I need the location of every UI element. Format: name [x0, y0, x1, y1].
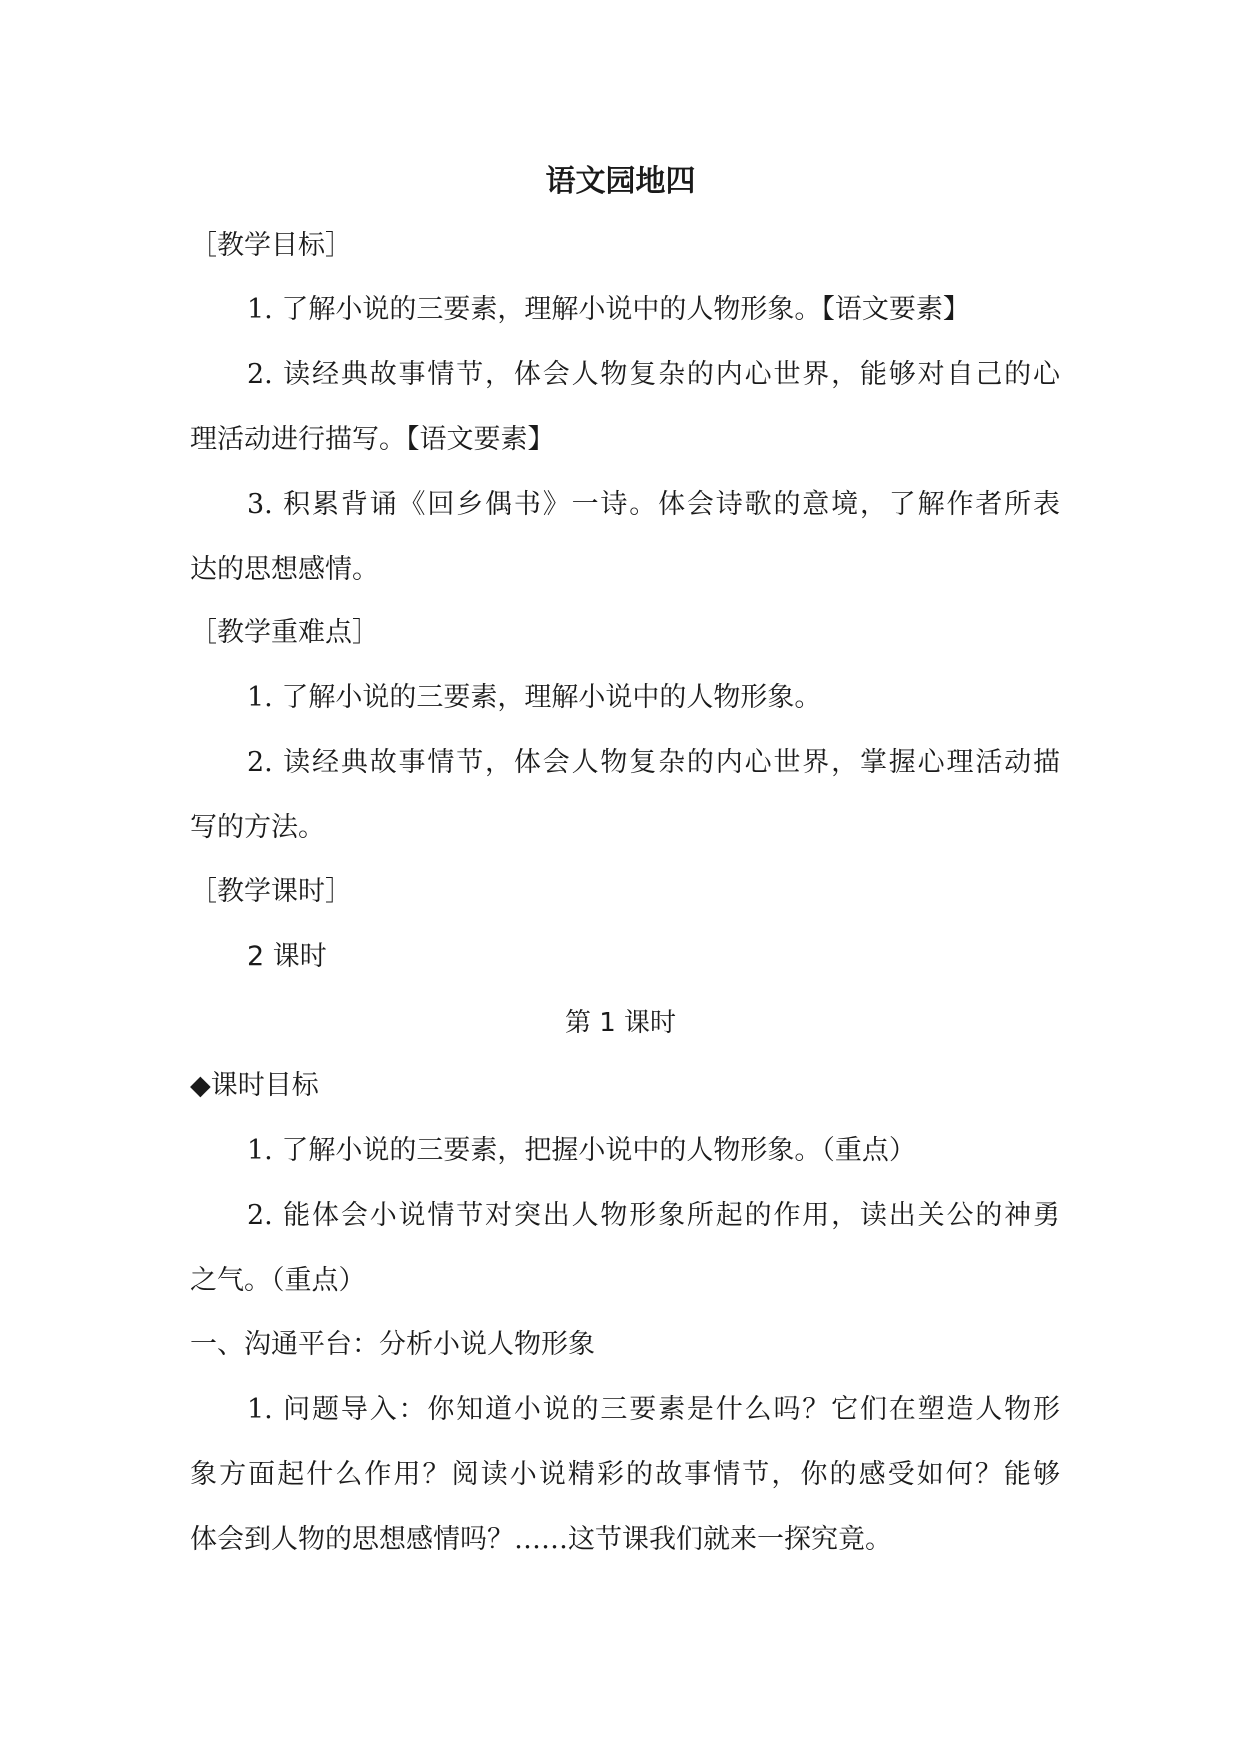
- part-one-1-line-2: 象方面起什么作用？阅读小说精彩的故事情节，你的感受如何？能够: [190, 1459, 1060, 1490]
- objective-3-line-2: 达的思想感情。: [190, 554, 379, 585]
- key-point-2-line-2: 写的方法。: [190, 812, 325, 843]
- key-points-heading: ［教学重难点］: [190, 617, 379, 648]
- key-point-1: 1. 了解小说的三要素，理解小说中的人物形象。: [247, 682, 822, 713]
- lesson-goals-heading: ◆课时目标: [190, 1070, 319, 1101]
- key-point-2-line-1: 2. 读经典故事情节，体会人物复杂的内心世界，掌握心理活动描: [247, 747, 1060, 778]
- lesson-title: 第 1 课时: [564, 1008, 677, 1038]
- lesson-goal-1: 1. 了解小说的三要素，把握小说中的人物形象。（重点）: [247, 1135, 916, 1166]
- objective-2-line-1: 2. 读经典故事情节，体会人物复杂的内心世界，能够对自己的心: [247, 359, 1060, 390]
- hours-heading: ［教学课时］: [190, 876, 352, 907]
- objective-1: 1. 了解小说的三要素，理解小说中的人物形象。【语文要素】: [247, 294, 970, 325]
- part-one-1-line-3: 体会到人物的思想感情吗？……这节课我们就来一探究竟。: [190, 1524, 892, 1555]
- part-one-heading: 一、沟通平台：分析小说人物形象: [190, 1329, 595, 1360]
- objectives-heading: ［教学目标］: [190, 230, 352, 261]
- lesson-goal-2-line-1: 2. 能体会小说情节对突出人物形象所起的作用，读出关公的神勇: [247, 1200, 1060, 1231]
- part-one-1-line-1: 1. 问题导入：你知道小说的三要素是什么吗？它们在塑造人物形: [247, 1394, 1060, 1425]
- page-title: 语文园地四: [545, 164, 696, 199]
- objective-3-line-1: 3. 积累背诵《回乡偶书》一诗。体会诗歌的意境，了解作者所表: [247, 489, 1060, 520]
- hours-value: 2 课时: [247, 941, 327, 972]
- objective-2-line-2: 理活动进行描写。【语文要素】: [190, 424, 555, 455]
- lesson-goal-2-line-2: 之气。（重点）: [190, 1265, 366, 1296]
